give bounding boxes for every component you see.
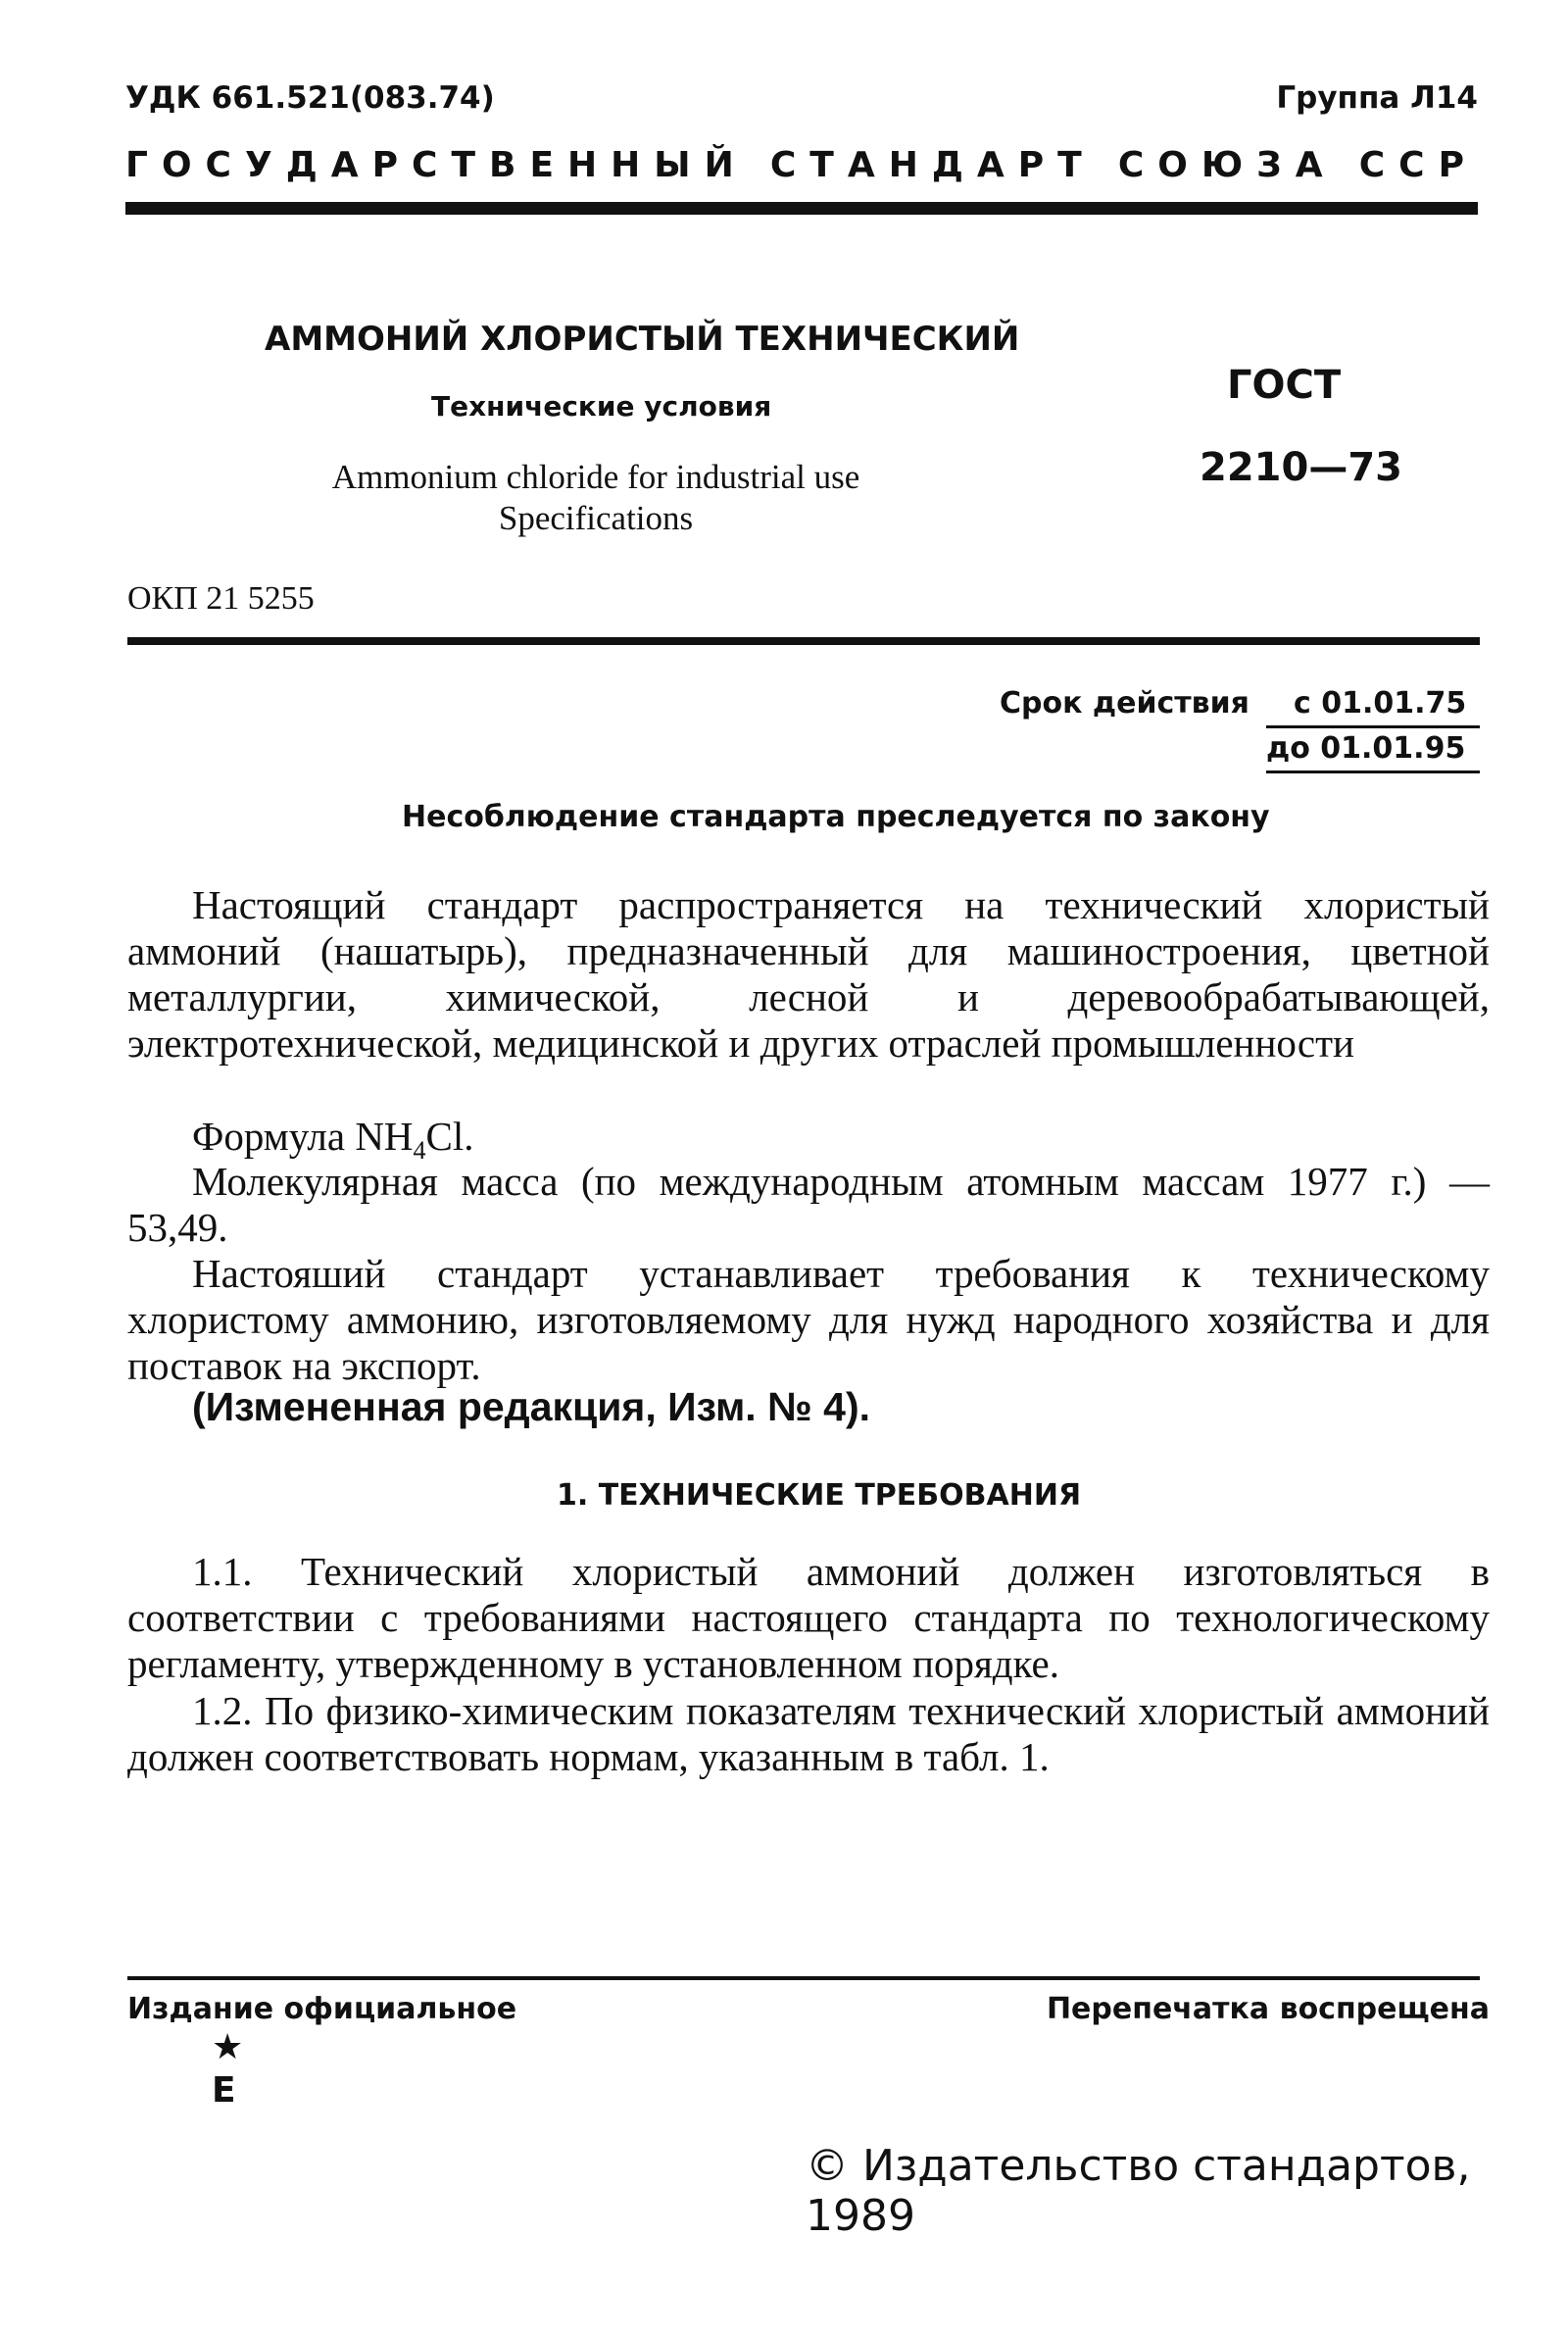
e-mark: Е: [212, 2070, 236, 2111]
edition-label: Издание официальное: [127, 1992, 517, 2026]
gost-label: ГОСТ: [1227, 363, 1342, 408]
clause-1-1: 1.1. Технический хлористый аммоний должен изготовляться в соответствии с требованиями настоящего стандарта по технологическому регламенту, утвержденному в установленном порядке.: [127, 1549, 1490, 1686]
title-rule: [127, 637, 1480, 645]
title-ru: АММОНИЙ ХЛОРИСТЫЙ ТЕХНИЧЕСКИЙ: [265, 320, 1020, 359]
footer-rule: [127, 1976, 1480, 1980]
copyright: © Издательство стандартов, 1989: [806, 2141, 1471, 2241]
gost-number: 2210—73: [1200, 445, 1402, 490]
intro-paragraph: Настоящий стандарт распространяется на технический хлористый аммоний (нашатырь), предназначенный для машиностроения, цветной металлургии, химической, лесной и деревообрабатывающей, электротехнической, медицинской и других отраслей промышленности: [127, 882, 1490, 1066]
formula-prefix: Формула: [192, 1114, 356, 1159]
title-en-name: Ammonium chloride for industrial use: [331, 458, 860, 496]
amendment-note: (Измененная редакция, Изм. № 4).: [192, 1384, 871, 1429]
state-standard-heading: [125, 145, 1478, 185]
state-word-2: СТАНДАРТ: [769, 145, 1096, 185]
molar-mass-paragraph: Молекулярная масса (по международным атомным массам 1977 г.) — 53,49.: [127, 1159, 1490, 1250]
formula-part-b: Cl.: [425, 1114, 474, 1159]
state-word-3: СОЮЗА: [1117, 145, 1337, 185]
state-word-4: ССР: [1358, 145, 1478, 185]
validity-to: до 01.01.95: [1266, 731, 1466, 766]
validity-rule-2: [1266, 770, 1480, 773]
validity-from: с 01.01.75: [1294, 686, 1467, 721]
udk-code: УДК 661.521(083.74): [125, 80, 495, 116]
validity-rule-1: [1266, 725, 1480, 728]
group-code: Группа Л14: [1276, 80, 1478, 116]
title-en: [282, 457, 909, 539]
subtitle-ru: Технические условия: [431, 390, 772, 422]
clause-1-2: 1.2. По физико-химическим показателям технический хлористый аммоний должен соответствовать нормам, указанным в табл. 1.: [127, 1688, 1490, 1779]
formula-part-a: NH: [355, 1114, 414, 1159]
okp-code: ОКП 21 5255: [127, 580, 315, 617]
scope-paragraph: Настояший стандарт устанавливает требования к техническому хлористому аммонию, изготовляемому для нужд народного хозяйства и для поставок на экспорт.: [127, 1251, 1490, 1388]
state-word-1: ГОСУДАРСТВЕННЫЙ: [125, 145, 748, 185]
title-en-subtitle: Specifications: [498, 499, 694, 537]
validity-label: Срок действия: [1000, 686, 1250, 721]
star-icon: ★: [212, 2027, 244, 2067]
section-title: 1. ТЕХНИЧЕСКИЕ ТРЕБОВАНИЯ: [557, 1478, 1082, 1513]
reprint-notice: Перепечатка воспрещена: [1046, 1992, 1490, 2026]
formula-subscript: 4: [413, 1136, 426, 1166]
legal-notice: Несоблюдение стандарта преследуется по закону: [402, 800, 1270, 834]
header-rule: [125, 202, 1478, 215]
